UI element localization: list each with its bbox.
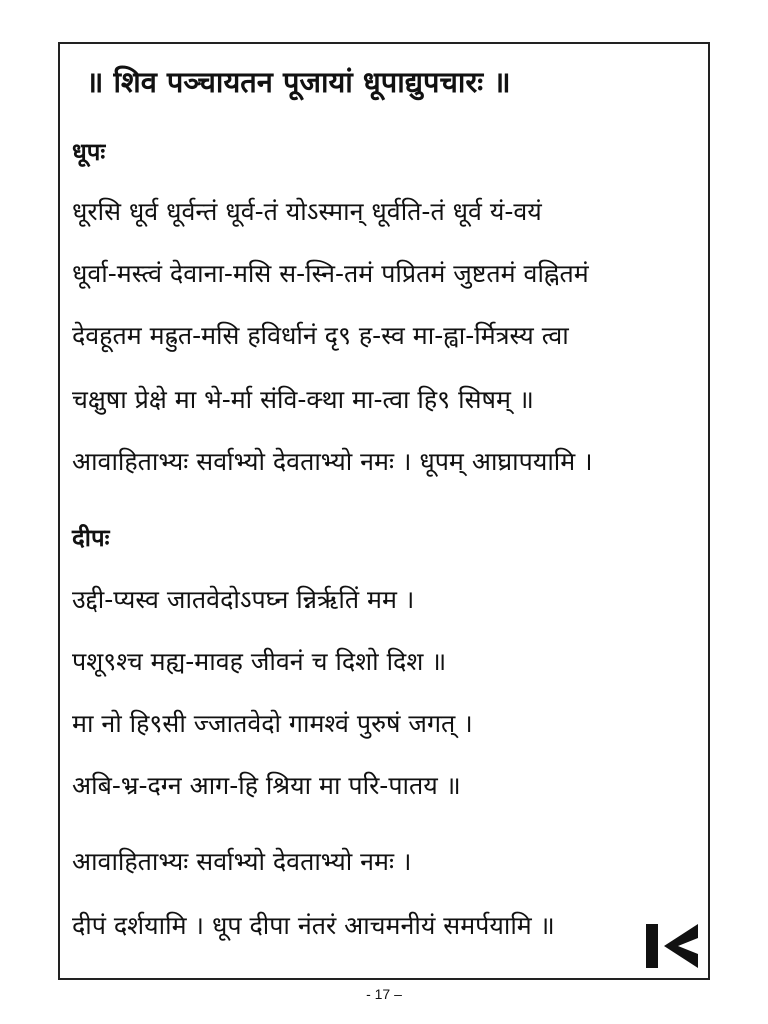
verse-line: आवाहिताभ्यः सर्वाभ्यो देवताभ्यो नमः । — [72, 847, 412, 876]
verse-line: पशू९श्च मह्य-मावह जीवनं च दिशो दिश ॥ — [72, 647, 447, 676]
section-heading-dhupa: धूपः — [72, 138, 106, 166]
verse-line: अबि-भ्र-दग्न आग-हि श्रिया मा परि-पातय ॥ — [72, 771, 461, 800]
page-title: ॥ शिव पञ्चायतन पूजायां धूपाद्युपचारः ॥ — [86, 65, 511, 99]
verse-line: चक्षुषा प्रेक्षे मा भे-र्मा संवि-क्था मा-त्वा हि९ सिषम् ॥ — [72, 385, 534, 414]
section-heading-dipa: दीपः — [72, 524, 110, 552]
verse-line: धूरसि धूर्व धूर्वन्तं धूर्व-तं योऽस्मान् धूर्वति-तं धूर्व यं-वयं — [72, 197, 542, 226]
verse-line: आवाहिताभ्यः सर्वाभ्यो देवताभ्यो नमः । धूपम् आघ्रापयामि । — [72, 447, 593, 476]
verse-line: धूर्वा-मस्त्वं देवाना-मसि स-स्नि-तमं पप्रितमं जुष्टतमं वह्नितमं — [72, 259, 589, 288]
verse-line: देवहूतम मह्रुत-मसि हविर्धानं दृ९ ह-स्व मा-ह्वा-र्मित्रस्य त्वा — [72, 321, 569, 350]
page-border — [58, 42, 710, 980]
verse-line: उद्दी-प्यस्व जातवेदोऽपघ्न न्निरृतिं मम । — [72, 585, 415, 614]
page-number: - 17 – — [366, 986, 402, 1002]
verse-line: दीपं दर्शयामि । धूप दीपा नंतरं आचमनीयं समर्पयामि ॥ — [72, 911, 555, 940]
verse-line: मा नो हि९सी ज्जातवेदो गामश्वं पुरुषं जगत् । — [72, 709, 473, 738]
publisher-logo-icon — [640, 918, 704, 974]
